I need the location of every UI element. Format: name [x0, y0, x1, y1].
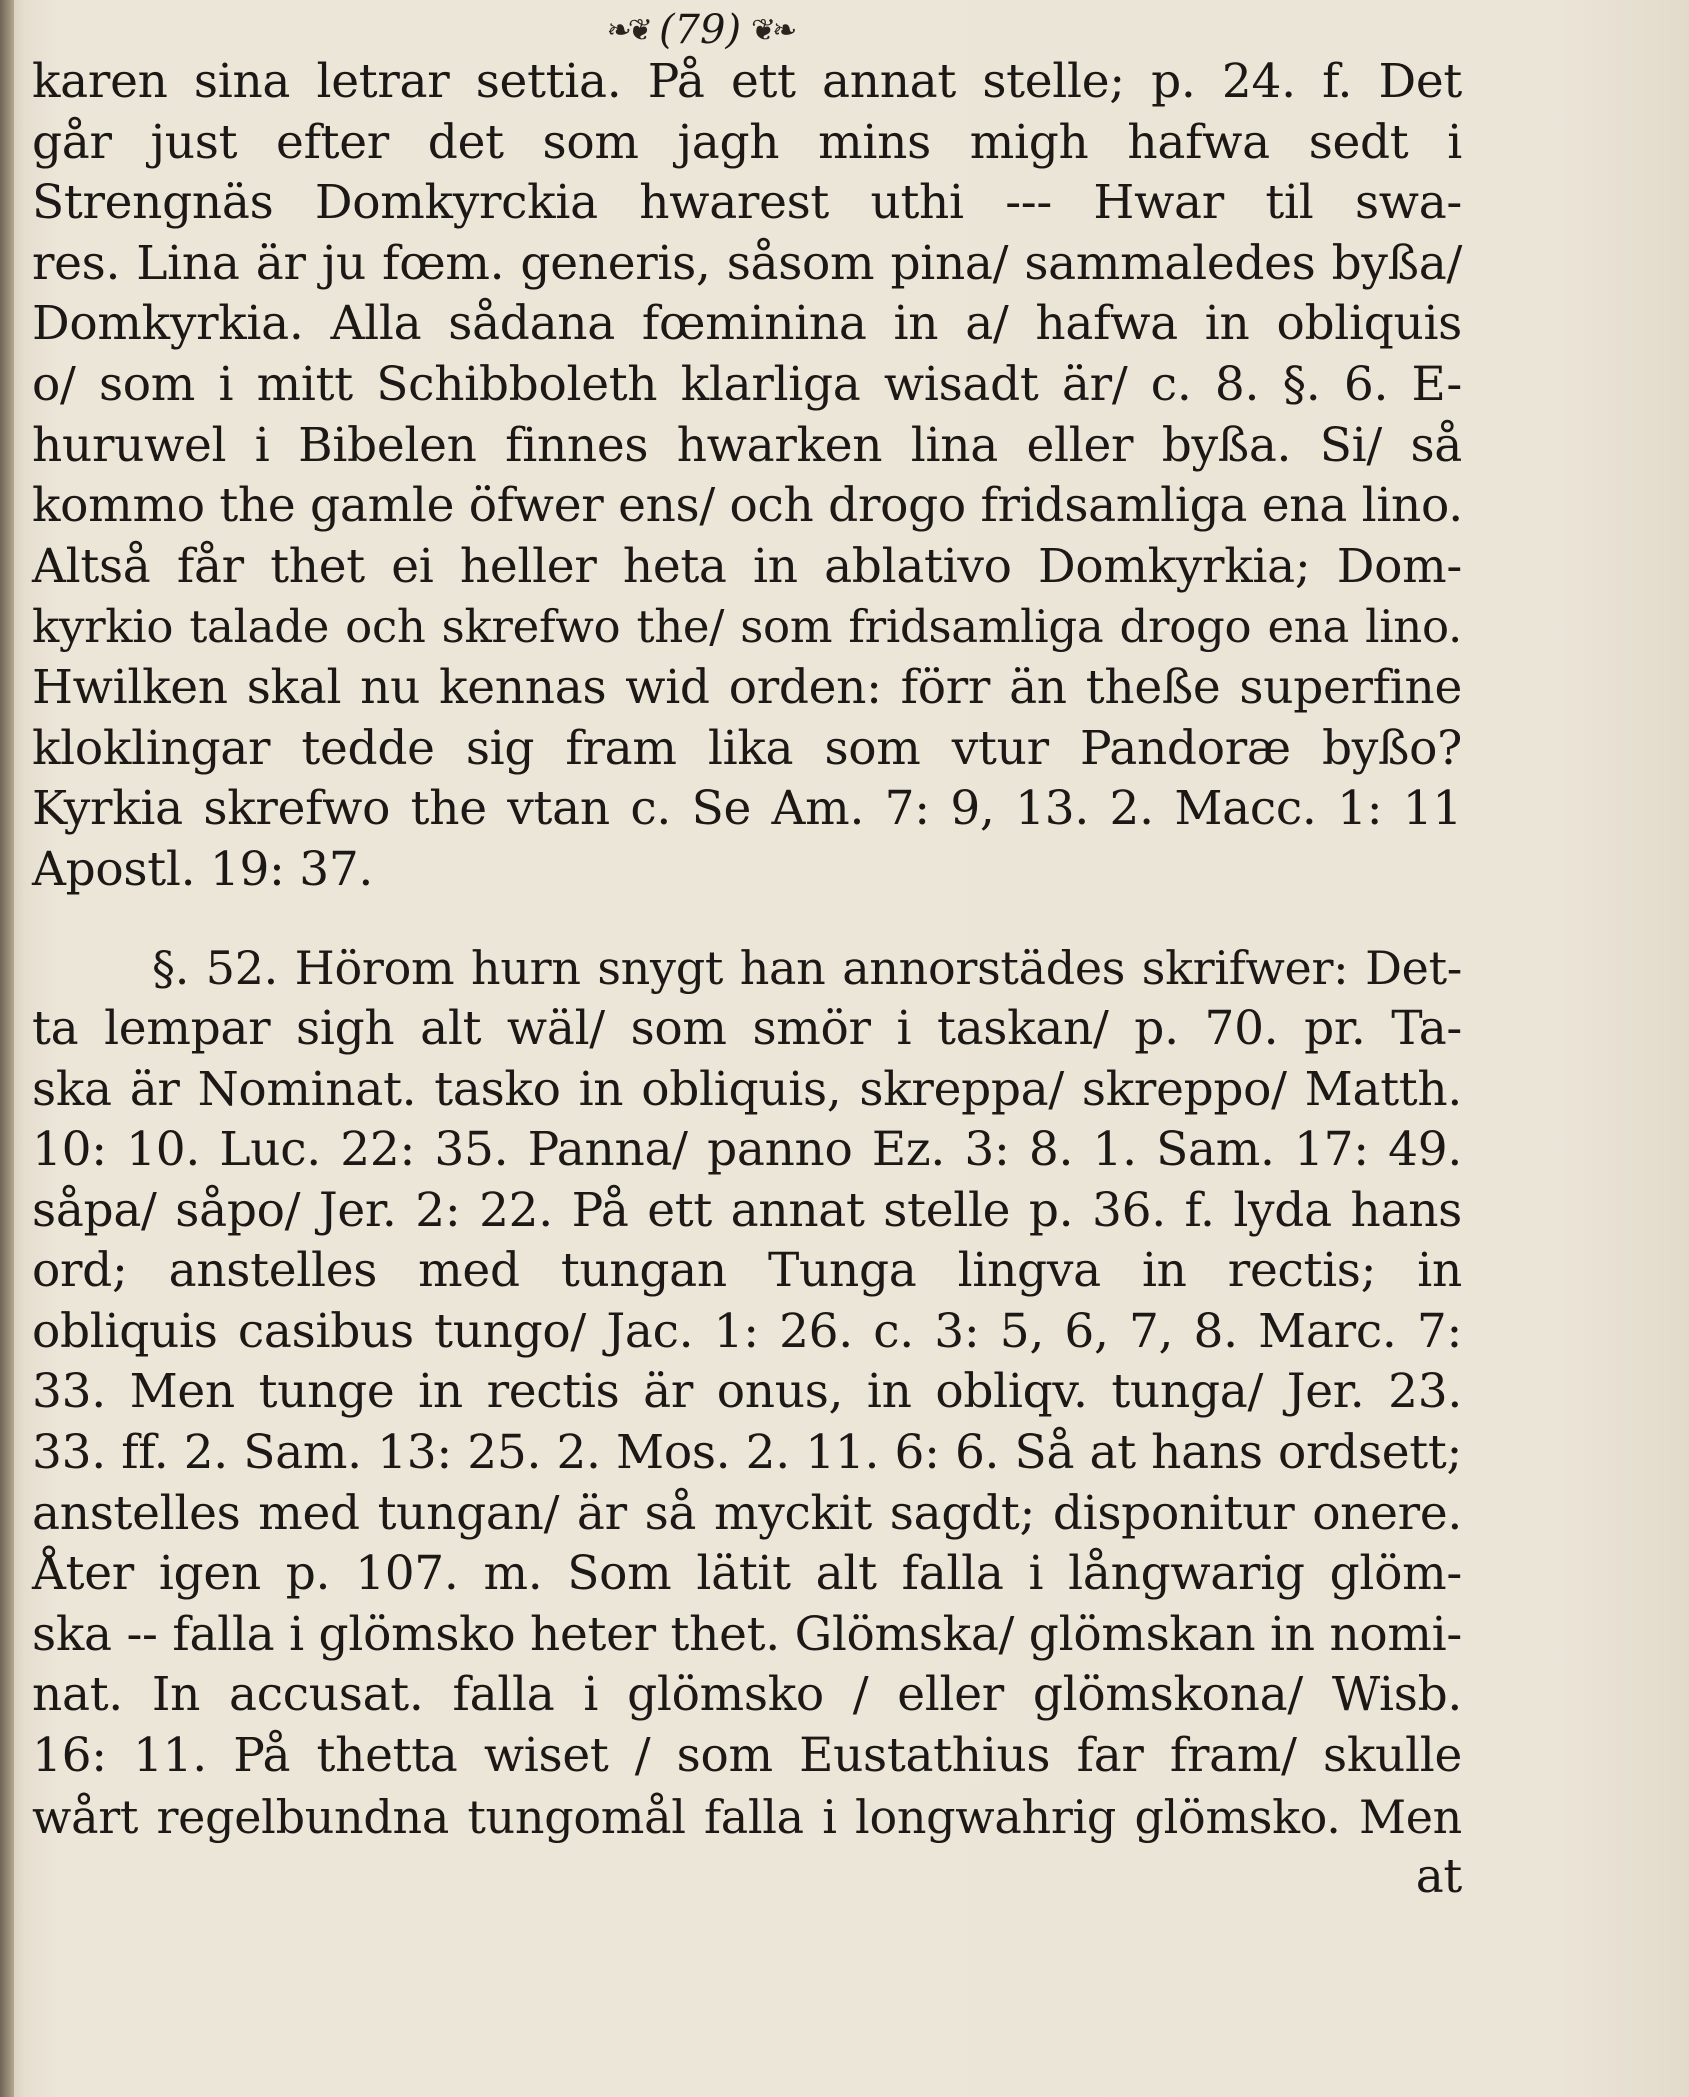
text-line: ska är Nominat. tasko in obliquis, skreppa/ skreppo/ Matth.	[32, 1061, 1462, 1117]
text-line: 33. ff. 2. Sam. 13: 25. 2. Mos. 2. 11. 6: 6. Så at hans ordsett;	[32, 1425, 1462, 1481]
text-line: 33. Men tunge in rectis är onus, in obliqv. tunga/ Jer. 23.	[32, 1364, 1462, 1420]
text-line: huruwel i Bibelen finnes hwarken lina eller byßa. Si/ så	[32, 417, 1462, 473]
text-line: nat. In accusat. falla i glömsko / eller glömskona/ Wisb.	[32, 1667, 1462, 1723]
text-line: Apostl. 19: 37.	[32, 841, 374, 897]
text-line: kommo the gamle öfwer ens/ och drogo fridsamliga ena lino.	[32, 478, 1463, 534]
paragraph-gap	[32, 900, 1462, 938]
text-line: går just efter det som jagh mins migh hafwa sedt i	[32, 114, 1462, 170]
catchword: at	[1415, 1849, 1462, 1905]
page-number: (79)	[658, 7, 742, 53]
page-header	[540, 2, 860, 58]
text-line: 10: 10. Luc. 22: 35. Panna/ panno Ez. 3: 8. 1. Sam. 17: 49.	[32, 1122, 1462, 1178]
text-line: 16: 11. På thetta wiset / som Eustathius far fram/ skulle	[32, 1728, 1462, 1784]
text-line: obliquis casibus tungo/ Jac. 1: 26. c. 3: 5, 6, 7, 8. Marc. 7:	[32, 1303, 1462, 1359]
text-line: wårt regelbundna tungomål falla i longwahrig glömsko. Men	[32, 1789, 1462, 1844]
text-line: Kyrkia skrefwo the vtan c. Se Am. 7: 9, 13. 2. Macc. 1: 11	[32, 781, 1462, 837]
text-line: Domkyrkia. Alla sådana fœminina in a/ hafwa in obliquis	[32, 296, 1462, 352]
binding-edge	[0, 0, 14, 2097]
paragraph-2	[32, 938, 1462, 1908]
text-line: anstelles med tungan/ är så myckit sagdt; disponitur onere.	[32, 1485, 1462, 1541]
text-line: kyrkio talade och skrefwo the/ som fridsamliga drogo ena lino.	[32, 600, 1462, 654]
text-body	[32, 52, 1462, 1908]
text-line: ta lempar sigh alt wäl/ som smör i taskan/ p. 70. pr. Ta-	[32, 1000, 1462, 1056]
text-line: res. Lina är ju fœm. generis, såsom pina/ sammaledes byßa/	[32, 235, 1462, 291]
text-line: ska -- falla i glömsko heter thet. Glömska/ glömskan in nomi-	[32, 1606, 1462, 1662]
text-line: Åter igen p. 107. m. Som lätit alt falla i långwarig glöm-	[32, 1546, 1462, 1602]
text-line: Strengnäs Domkyrckia hwarest uthi --- Hwar til swa-	[32, 175, 1462, 231]
header-ornament-right: ❦❧	[751, 12, 794, 48]
text-line: ord; anstelles med tungan Tunga lingva in rectis; in	[32, 1243, 1462, 1299]
text-line: o/ som i mitt Schibboleth klarliga wisadt är/ c. 8. §. 6. E-	[32, 356, 1462, 412]
text-line: Hwilken skal nu kennas wid orden: förr än theße superfine	[32, 659, 1462, 715]
text-line: såpa/ såpo/ Jer. 2: 22. På ett annat stelle p. 36. f. lyda hans	[32, 1182, 1462, 1238]
header-ornament-left: ❧❦	[606, 12, 649, 48]
text-line: kloklingar tedde sig fram lika som vtur Pandoræ byßo?	[32, 720, 1462, 776]
text-line: §. 52. Hörom hurn snygt han annorstädes skrifwer: Det-	[152, 941, 1462, 996]
text-line: karen sina letrar settia. På ett annat stelle; p. 24. f. Det	[32, 54, 1462, 109]
paragraph-1	[32, 52, 1462, 900]
text-line: Altså får thet ei heller heta in ablativo Domkyrkia; Dom-	[32, 538, 1462, 594]
